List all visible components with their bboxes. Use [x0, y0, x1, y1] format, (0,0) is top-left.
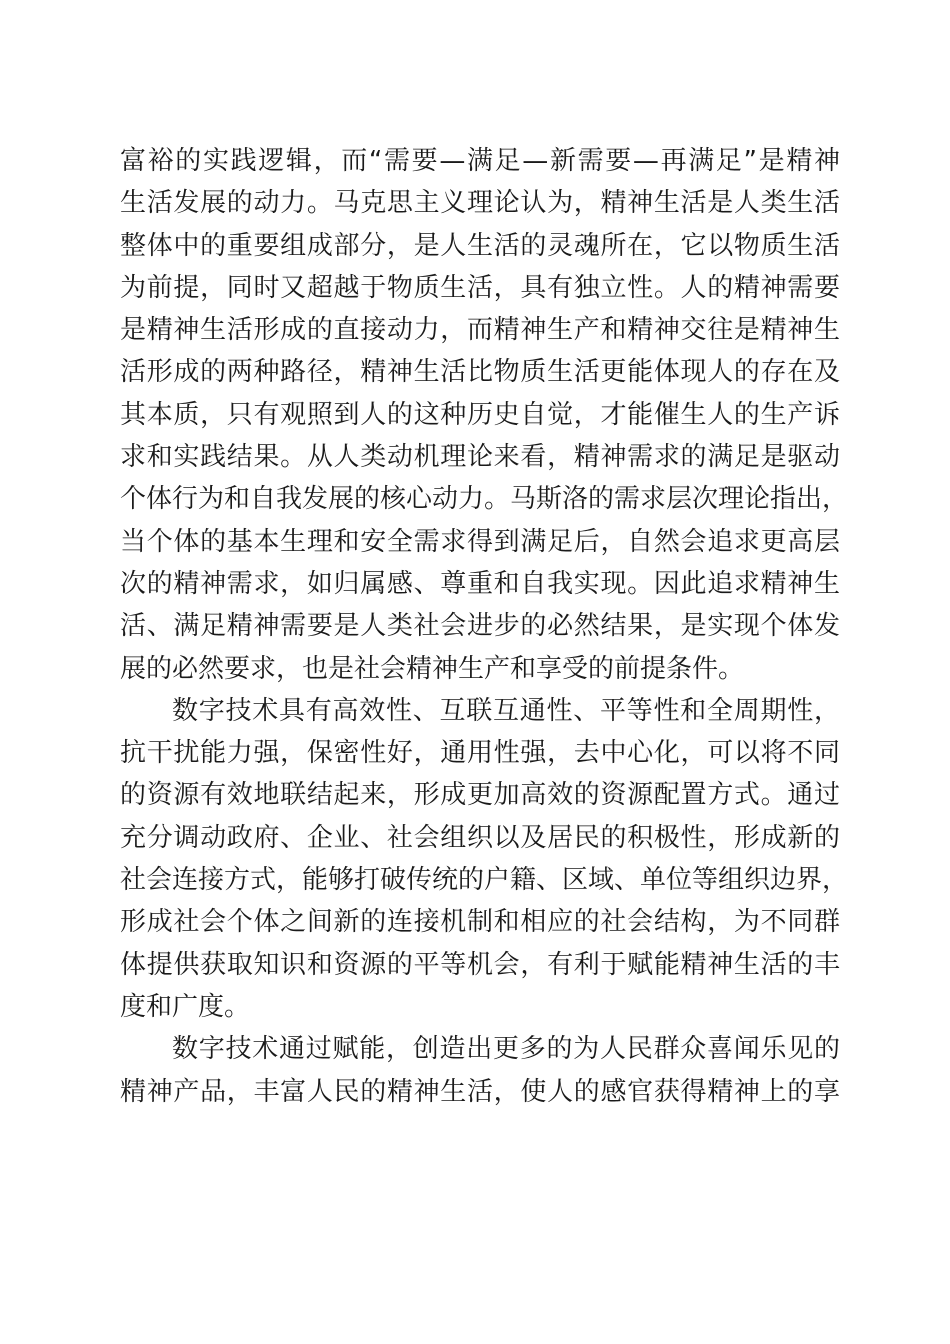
paragraph-line: 展的必然要求，也是社会精神生产和享受的前提条件。: [120, 653, 745, 684]
paragraph-line: 个体行为和自我发展的核心动力。马斯洛的需求层次理论指出，: [120, 484, 849, 515]
document-body: [120, 140, 849, 1113]
paragraph-line: 抗干扰能力强，保密性好，通用性强，去中心化，可以将不同: [120, 738, 840, 769]
paragraph-line: 充分调动政府、企业、社会组织以及居民的积极性，形成新的: [120, 822, 840, 853]
paragraph-1: [120, 140, 849, 690]
paragraph-line: 是精神生活形成的直接动力，而精神生产和精神交往是精神生: [120, 315, 840, 346]
paragraph-line: 的资源有效地联结起来，形成更加高效的资源配置方式。通过: [120, 780, 840, 811]
paragraph-line: 次的精神需求，如归属感、尊重和自我实现。因此追求精神生: [120, 568, 840, 599]
paragraph-line: 求和实践结果。从人类动机理论来看，精神需求的满足是驱动: [120, 442, 840, 473]
paragraph-line: 当个体的基本生理和安全需求得到满足后，自然会追求更高层: [120, 526, 840, 557]
paragraph-line: 其本质，只有观照到人的这种历史自觉，才能催生人的生产诉: [120, 399, 840, 430]
paragraph-line: 体提供获取知识和资源的平等机会，有利于赋能精神生活的丰: [120, 949, 840, 980]
paragraph-2: [120, 690, 849, 1028]
paragraph-line: 数字技术通过赋能，创造出更多的为人民群众喜闻乐见的: [172, 1034, 840, 1065]
paragraph-line: 整体中的重要组成部分，是人生活的灵魂所在，它以物质生活: [120, 230, 840, 261]
paragraph-line: 社会连接方式，能够打破传统的户籍、区域、单位等组织边界，: [120, 865, 849, 896]
paragraph-line: 生活发展的动力。马克思主义理论认为，精神生活是人类生活: [120, 188, 840, 219]
paragraph-3: [120, 1028, 840, 1113]
paragraph-line: 活形成的两种路径，精神生活比物质生活更能体现人的存在及: [120, 357, 840, 388]
paragraph-line: 精神产品，丰富人民的精神生活，使人的感官获得精神上的享: [120, 1076, 840, 1107]
paragraph-line: 数字技术具有高效性、互联互通性、平等性和全周期性，: [172, 695, 840, 726]
paragraph-line: 富裕的实践逻辑，而“需要—满足—新需要—再满足”是精神: [120, 146, 840, 176]
paragraph-line: 活、满足精神需要是人类社会进步的必然结果，是实现个体发: [120, 611, 840, 642]
paragraph-line: 度和广度。: [120, 991, 251, 1022]
paragraph-line: 为前提，同时又超越于物质生活，具有独立性。人的精神需要: [120, 272, 840, 303]
paragraph-line: 形成社会个体之间新的连接机制和相应的社会结构，为不同群: [120, 907, 840, 938]
